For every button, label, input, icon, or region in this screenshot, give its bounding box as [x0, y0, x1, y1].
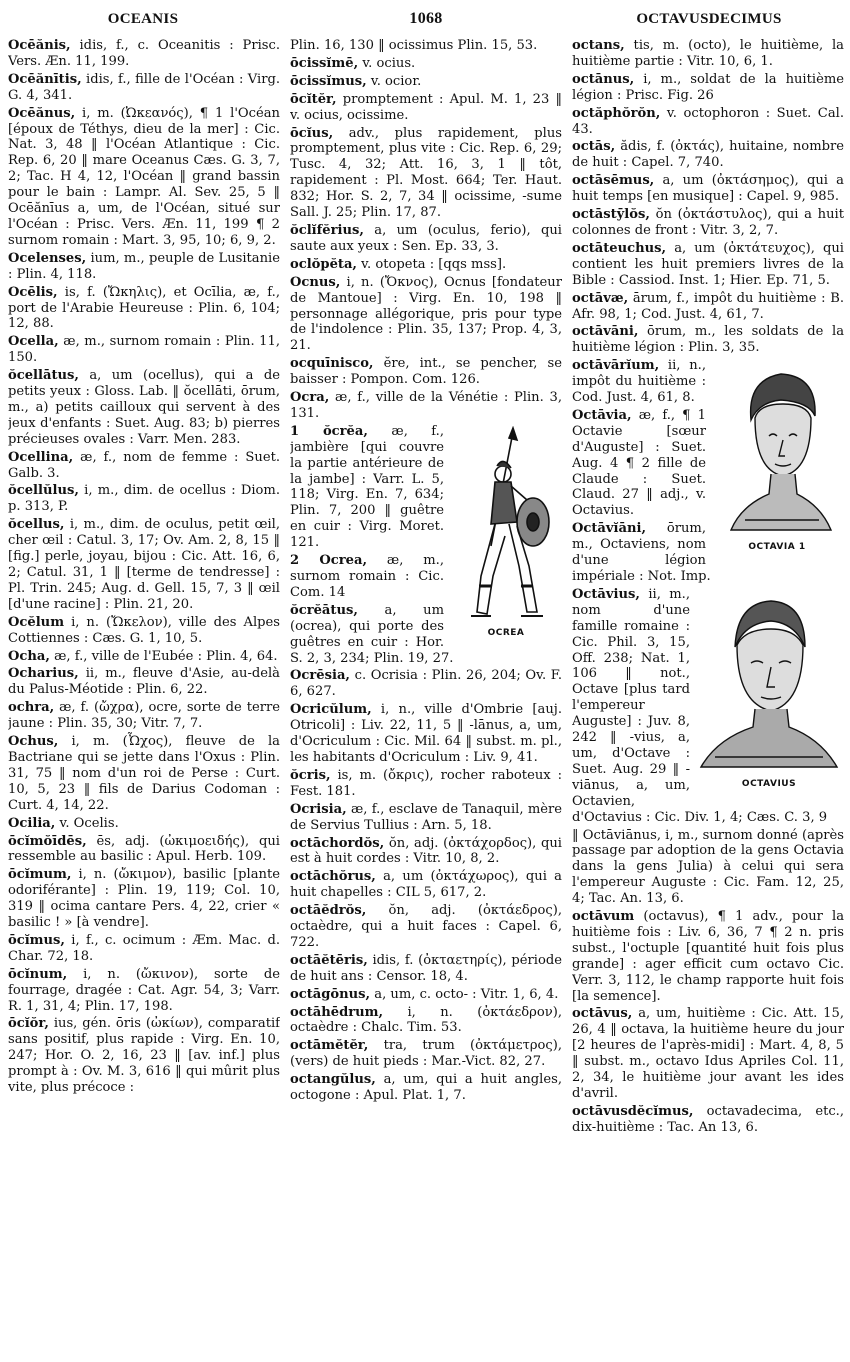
entry-headword: Ocricŭlum,: [290, 702, 372, 718]
entry-definition: is, f. (Ὤκηλις), et Ocīlia, æ, f., port de l'Arabie Heureuse : Plin. 6, 104; 12, 88.: [8, 284, 280, 332]
dictionary-entry: [572, 106, 844, 138]
entry-definition: ŏn, adj. (ὀκτάχορδος), qui est à huit cordes : Vitr. 10, 8, 2.: [290, 835, 562, 867]
entry-headword: octāteuchus,: [572, 240, 667, 256]
dictionary-entry: [8, 816, 280, 832]
dictionary-entry: [8, 615, 280, 647]
dictionary-entry: [8, 483, 280, 515]
figure-ocrea: [450, 426, 562, 642]
entry-definition: v. ocior.: [366, 73, 422, 89]
entry-headword: Ocra,: [290, 390, 330, 406]
entry-definition: æ, f., ville de l'Eubée : Plin. 4, 64.: [49, 648, 278, 664]
entry-headword: Ocellina,: [8, 449, 74, 465]
entry-headword: ōcĭmum,: [8, 867, 72, 883]
entry-headword: ŏclĭfĕrius,: [290, 222, 364, 238]
dictionary-entry: [290, 869, 562, 901]
entry-definition: i, f., c. ocimum : Æm. Mac. d. Char. 72, 18.: [8, 932, 280, 964]
entry-definition: ii, n., impôt du huitième : Cod. Just. 4, 61, 8.: [572, 358, 706, 406]
entry-headword: octāsēmus,: [572, 173, 655, 189]
entry-headword: ōcĭŏr,: [8, 1016, 49, 1032]
entry-definition: ŏn, adj. (ὀκτάεδρος), octaèdre, qui a huit faces : Capel. 6, 722.: [290, 903, 562, 950]
entry-headword: Octāvia,: [572, 407, 632, 423]
entry-headword: octās,: [572, 139, 616, 155]
entry-headword: ocquīnisco,: [290, 356, 374, 372]
dictionary-entry: [8, 649, 280, 665]
page-header: [8, 10, 844, 38]
dictionary-entry: [8, 867, 280, 931]
entry-definition: a, um (oculus, ferio), qui saute aux yeux : Sen. Ep. 33, 3.: [290, 222, 562, 254]
entry-headword: Octāvius,: [572, 586, 640, 602]
figure-caption: OCREA: [487, 627, 525, 638]
entry-headword: Ocēănis,: [8, 38, 71, 53]
dictionary-entry: [572, 72, 844, 104]
dictionary-entry: [8, 1016, 280, 1096]
dictionary-entry: [572, 207, 844, 239]
entry-headword: ochra,: [8, 700, 55, 716]
dictionary-entry: [572, 909, 844, 1004]
dictionary-entry: [290, 257, 562, 273]
dictionary-entry: [8, 666, 280, 698]
dictionary-entry: [572, 173, 844, 205]
entry-headword: 1 ŏcrĕa,: [290, 423, 368, 439]
entry-definition: a, um (ocellus), qui a de petits yeux : Gloss. Lab. ‖ ŏcellāti, ōrum, m., a) petits cailloux qui servent à des jeux d'enfants : Suet. Aug. 83; b) pierres précieuses ovales : Varr. Men. 283.: [8, 368, 280, 447]
entry-headword: octāchŏrus,: [290, 869, 376, 885]
dictionary-entry: [572, 324, 844, 356]
entry-definition: a, um, c. octo- : Vitr. 1, 6, 4.: [370, 986, 559, 1002]
entry-headword: Ocēănus,: [8, 105, 76, 121]
entry-definition: ius, gén. ōris (ὠκίων), comparatif sans positif, plus rapide : Virg. En. 10, 247; Hor. O. 2, 16, 23 ‖ [av. inf.] plus prompt à : Ov. M. 3, 616 ‖ qui mûrit plus vite, plus précoce :: [8, 1016, 280, 1096]
entry-definition: v. ocius.: [358, 55, 416, 71]
figure-caption: OCTAVIUS: [741, 778, 797, 789]
entry-definition: ēs, adj. (ὠκιμοειδής), qui ressemble au basilic : Apul. Herb. 109.: [8, 833, 280, 865]
entry-definition: i, n. (ὤκιμον), basilic [plante odoriférante] : Plin. 19, 119; Col. 10, 319 ‖ ocima cantare Pers. 4, 22, crier « basilic ! » [à vendre].: [8, 867, 280, 931]
dictionary-entry: [290, 275, 562, 355]
entry-headword: octāvāni,: [572, 324, 639, 340]
entry-headword: octāvārĭum,: [572, 358, 660, 374]
dictionary-entry: [572, 241, 844, 289]
dictionary-entry: [8, 251, 280, 283]
entry-definition: ium, m., peuple de Lusitanie : Plin. 4, 118.: [8, 250, 280, 282]
entry-definition: promptement : Apul. M. 1, 23 ‖ v. ocius, ocissime.: [290, 91, 562, 123]
dictionary-entry: [290, 953, 562, 985]
entry-definition: æ, m., surnom romain : Cic. Com. 14: [290, 553, 444, 600]
entry-headword: Ocnus,: [290, 274, 341, 290]
entry-definition: Plin. 16, 130 ‖ ocissimus Plin. 15, 53.: [290, 38, 538, 53]
entry-headword: octāvum: [572, 909, 635, 925]
entry-headword: ōcĭmus,: [8, 932, 65, 948]
entry-headword: octāĕtēris,: [290, 952, 368, 968]
entry-headword: Ocrisia,: [290, 801, 347, 817]
entry-headword: Ocha,: [8, 648, 50, 664]
entry-headword: Ochus,: [8, 734, 59, 750]
dictionary-entry: [8, 517, 280, 612]
entry-definition: i, m., dim. de ocellus : Diom. p. 313, P.: [8, 483, 280, 515]
dictionary-entry: [572, 1104, 844, 1136]
entry-definition: tis, m. (octo), le huitième, la huitième partie : Vitr. 10, 6, 1.: [572, 38, 844, 69]
entry-headword: octāgōnus,: [290, 986, 371, 1002]
dictionary-entry: [8, 285, 280, 333]
entry-definition: v. otopeta : [qqs mss].: [357, 256, 507, 272]
entry-definition: ii, m., fleuve d'Asie, au-delà du Palus-Méotide : Plin. 6, 22.: [8, 666, 280, 698]
entry-definition: a, um, huitième : Cic. Att. 15, 26, 4 ‖ octava, la huitième heure du jour [2 heures de l'après-midi] : Mart. 4, 8, 5 ‖ subst. m., octavo Idus Apriles Col. 11, 2, 34, le huitième jour avant les ides d'avril.: [572, 1006, 844, 1101]
entry-definition: ārum, f., impôt du huitième : B. Afr. 98, 1; Cod. Just. 4, 61, 7.: [572, 290, 844, 322]
entry-headword: ŏcellus,: [8, 517, 65, 533]
entry-headword: octāvæ,: [572, 290, 629, 306]
dictionary-entry: [290, 223, 562, 255]
entry-headword: octangŭlus,: [290, 1072, 376, 1088]
dictionary-entry: [8, 368, 280, 448]
entry-headword: octāĕdrŏs,: [290, 903, 367, 919]
entry-definition: idis, f., c. Oceanitis : Prisc. Vers. Æn. 11, 199.: [8, 38, 280, 69]
dictionary-entry: [290, 1038, 562, 1070]
dictionary-entry: [572, 38, 844, 70]
entry-definition: ‖ Octāviānus, i, m., surnom donné (après passage par adoption de la gens Octavia dans la gens Julia) à celui qui sera l'empereur Auguste : Cic. Fam. 12, 25, 4; Tac. An. 13, 6.: [572, 827, 844, 907]
dictionary-entry: [572, 828, 844, 908]
entry-headword: Ocēănītis,: [8, 71, 82, 87]
entry-definition: ĕre, int., se pencher, se baisser : Pompon. Com. 126.: [290, 356, 562, 388]
entry-definition: i, n. (ὀκτάεδρον), octaèdre : Chalc. Tim. 53.: [290, 1004, 562, 1036]
dictionary-entry: [8, 38, 280, 70]
entry-headword: 2 Ocrea,: [290, 553, 368, 569]
dictionary-entry: [290, 126, 562, 221]
column-right: [572, 38, 844, 1358]
running-head-left: OCEANIS: [107, 11, 179, 27]
running-head-right: OCTAVUSDECIMUS: [636, 11, 782, 27]
dictionary-entry: [8, 450, 280, 482]
entry-headword: octāmĕtĕr,: [290, 1038, 369, 1054]
dictionary-entry: [290, 56, 562, 72]
entry-headword: Ocēlis,: [8, 284, 58, 300]
dictionary-entry: [8, 334, 280, 366]
entry-headword: octans,: [572, 38, 625, 53]
figure-octavius: [694, 589, 844, 793]
entry-definition: æ, m., surnom romain : Plin. 11, 150.: [8, 334, 280, 366]
entry-headword: ŏcellātus,: [8, 368, 79, 384]
entry-definition: i, n. (ὤκινον), sorte de fourrage, dragée : Cat. Agr. 54, 3; Varr. R. 1, 31, 4; Plin. 17, 198.: [8, 966, 280, 1014]
dictionary-entry: [290, 702, 562, 766]
dictionary-entry: [290, 1005, 562, 1037]
entry-definition: octavadecima, etc., dix-huitième : Tac. An 13, 6.: [572, 1103, 844, 1135]
entry-definition: ōrum, m., Octaviens, nom d'une légion impériale : Not. Imp.: [572, 521, 711, 584]
entry-headword: ōcissĭmus,: [290, 73, 367, 89]
entry-headword: octāhēdrum,: [290, 1004, 384, 1020]
entry-definition: i, m., soldat de la huitième légion : Prisc. Fig. 26: [572, 71, 844, 103]
dictionary-entry: [572, 291, 844, 323]
entry-headword: octāvusdĕcĭmus,: [572, 1103, 694, 1119]
dictionary-entry: [8, 967, 280, 1015]
entry-headword: octāstȳlŏs,: [572, 207, 650, 223]
dictionary-entry: [290, 668, 562, 700]
dictionary-entry: [8, 700, 280, 732]
column-left: [8, 38, 280, 1358]
dictionary-entry: [290, 768, 562, 800]
entry-definition: a, um, qui a huit angles, octogone : Apul. Plat. 1, 7.: [290, 1072, 562, 1104]
entry-definition: a, um (ὀκτάχωρος), qui a huit chapelles : CIL 5, 617, 2.: [290, 869, 562, 901]
entry-headword: Octāvĭāni,: [572, 521, 647, 537]
dictionary-entry: [572, 139, 844, 171]
entry-definition: a, um (ὀκτάτευχος), qui contient les huit premiers livres de la Bible : Cassiod. Inst. 1; Hier. Ep. 71, 5.: [572, 240, 844, 288]
entry-headword: ōcĭmŏīdēs,: [8, 833, 87, 849]
entry-definition: c. Ocrisia : Plin. 26, 204; Ov. F. 6, 627.: [290, 668, 562, 700]
entry-definition: æ, f. (ὤχρα), ocre, sorte de terre jaune : Plin. 35, 30; Vitr. 7, 7.: [8, 700, 280, 732]
entry-definition: tra, trum (ὀκτάμετρος), (vers) de huit pieds : Mar.-Vict. 82, 27.: [290, 1038, 562, 1070]
dictionary-entry: [8, 933, 280, 965]
dictionary-entry: [8, 72, 280, 104]
entry-headword: Ocelenses,: [8, 250, 87, 266]
entry-definition: idis, f., fille de l'Océan : Virg. G. 4, 341.: [8, 71, 280, 103]
entry-definition: i, n., ville d'Ombrie [auj. Otricoli] : Liv. 22, 11, 5 ‖ -lānus, a, um, d'Ocriculum : Cic. Mil. 64 ‖ subst. m. pl., les habitants d'Ocriculum : Liv. 9, 41.: [290, 702, 562, 765]
entry-headword: Ocĕlum: [8, 614, 65, 630]
dictionary-entry: [290, 1072, 562, 1104]
entry-headword: ŏcellŭlus,: [8, 483, 79, 499]
dictionary-entry: [290, 92, 562, 124]
dictionary-entry: [8, 834, 280, 866]
entry-headword: octānus,: [572, 71, 635, 87]
octavia-bust-illustration: [711, 360, 843, 540]
dictionary-entry: [290, 38, 562, 54]
entry-definition: i, m. (Ὠκεανός), ¶ 1 l'Océan [époux de Téthys, dieu de la mer] : Cic. Nat. 3, 48 ‖ l'Océan Atlantique : Cic. Rep. 6, 20 ‖ mare Oceanus Cæs. G. 3, 7, 2; Tac. H 4, 12, l'Océan ‖ grand bassin pour le bain : Lampr. Al. Sev. 25, 5 ‖ Ocēănīus a, um, de l'Océan, situé sur l'Océan : Prisc. Vers. Æn. 11, 199 ¶ 2 surnom romain : Mart. 3, 95, 10; 6, 9, 2.: [8, 105, 280, 248]
figure-octavia: [710, 360, 844, 556]
dictionary-entry: [290, 74, 562, 90]
entry-definition: æ, f., ¶ 1 Octavie [sœur d'Auguste] : Suet. Aug. 4 ¶ 2 fille de Claude : Suet. Claud. 27 ‖ adj., v. Octavius.: [572, 407, 706, 519]
entry-headword: Ocella,: [8, 334, 59, 350]
entry-definition: i, n. (Ὤκελον), ville des Alpes Cottiennes : Cæs. G. 1, 10, 5.: [8, 614, 280, 646]
entry-headword: Ocilia,: [8, 815, 56, 831]
entry-headword: Ocharius,: [8, 666, 79, 682]
entry-headword: ŏcris,: [290, 767, 331, 783]
octavius-bust-illustration: [695, 589, 843, 777]
entry-definition: æ, f., ville de la Vénétie : Plin. 3, 131.: [290, 390, 562, 421]
entry-definition: ădis, f. (ὀκτάς), huitaine, nombre de huit : Capel. 7, 740.: [572, 139, 844, 171]
entry-definition: ii, m., nom d'une famille romaine : Cic. Phil. 3, 15, Off. 238; Nat. 1, 106 ‖ not., Octave [plus tard l'empereur Auguste] : Juv. 8, 242 ‖ -vius, a, um, d'Octave : Suet. Aug. 29 ‖ -viānus, a, um, Octavien, d'Octavius : Cic. Div. 1, 4; Cæs. C. 3, 9: [572, 586, 828, 825]
entry-definition: a, um (ocrea), qui porte des guêtres en cuir : Hor. S. 2, 3, 234; Plin. 19, 27.: [290, 602, 454, 666]
entry-headword: ōcissĭmē,: [290, 55, 359, 71]
ocrea-illustration: [451, 426, 561, 626]
entry-definition: idis, f. (ὀκταετηρίς), période de huit ans : Censor. 18, 4.: [290, 952, 562, 984]
text-columns: [8, 38, 844, 1358]
dictionary-entry: [8, 734, 280, 814]
entry-definition: v. octophoron : Suet. Cal. 43.: [572, 105, 844, 137]
dictionary-entry: [290, 356, 562, 388]
entry-headword: Ocrēsia,: [290, 668, 350, 684]
entry-definition: ōrum, m., les soldats de la huitième légion : Plin. 3, 35.: [572, 324, 844, 356]
entry-headword: ŏcrĕātus,: [290, 602, 358, 618]
dictionary-entry: [290, 390, 562, 422]
entry-definition: i, m., dim. de oculus, petit œil, cher œil : Catul. 3, 17; Ov. Am. 2, 8, 15 ‖ [fig.] perle, joyau, bijou : Cic. Att. 16, 6, 2; Catul. 31, 1 ‖ [terme de tendresse] : Pl. Trin. 245; Aug. d. Gell. 15, 7, 3 ‖ œil [d'une racine] : Plin. 21, 20.: [8, 517, 280, 612]
entry-headword: ōcĭnum,: [8, 966, 68, 982]
entry-definition: ŏn (ὀκτάστυλος), qui a huit colonnes de front : Vitr. 3, 2, 7.: [572, 207, 844, 238]
page-number: 1068: [409, 10, 443, 27]
entry-definition: æ, f., esclave de Tanaquil, mère de Servius Tullius : Arn. 5, 18.: [290, 801, 562, 833]
entry-headword: octāchordŏs,: [290, 835, 385, 851]
dictionary-entry: [8, 106, 280, 249]
entry-headword: oclŏpĕta,: [290, 256, 357, 272]
dictionary-entry: [290, 802, 562, 834]
entry-definition: æ, f., jambière [qui couvre la partie antérieure de la jambe] : Varr. L. 5, 118; Virg. En. 7, 634; Plin. 7, 200 ‖ guêtre en cuir : Virg. Moret. 121.: [290, 423, 444, 551]
column-middle: [290, 38, 562, 1358]
entry-definition: (octavus), ¶ 1 adv., pour la huitième fois : Liv. 6, 36, 7 ¶ 2 n. pris subst., l'octuple [quantité huit fois plus grande] : ager efficit cum octavo Cic. Verr. 3, 112, le champ rapporte huit fois [la semence].: [572, 909, 844, 1004]
dictionary-entry: [572, 1006, 844, 1101]
entry-definition: i, m. (Ὦχος), fleuve de la Bactriane qui se jette dans l'Oxus : Plin. 31, 75 ‖ nom d'un roi de Perse : Curt. 10, 5, 23 ‖ fils de Darius Codoman : Curt. 4, 14, 22.: [8, 734, 280, 813]
entry-definition: i, n. (Ὄκνος), Ocnus [fondateur de Mantoue] : Virg. En. 10, 198 ‖ personnage allégorique, pris pour type de l'indolence : Plin. 35, 137; Prop. 4, 3, 21.: [290, 274, 562, 354]
entry-definition: adv., plus rapidement, plus promptement, plus vite : Cic. Rep. 6, 29; Tusc. 4, 32; Att. 16, 3, 1 ‖ tôt, rapidement : Pl. Most. 664; Ter. Haut. 832; Hor. S. 2, 7, 34 ‖ ocissime, -sume Sall. J. 25; Plin. 17, 87.: [290, 125, 562, 221]
dictionary-entry: [290, 987, 562, 1003]
figure-caption: OCTAVIA 1: [748, 542, 806, 553]
entry-headword: octāvus,: [572, 1006, 633, 1022]
entry-definition: a, um (ὀκτάσημος), qui a huit temps [en musique] : Capel. 9, 985.: [572, 173, 844, 205]
entry-definition: is, m. (ὄκρις), rocher raboteux : Fest. 181.: [290, 767, 562, 799]
entry-definition: æ, f., nom de femme : Suet. Galb. 3.: [8, 449, 280, 481]
dictionary-entry: [290, 836, 562, 868]
entry-headword: ōcĭus,: [290, 125, 334, 141]
entry-definition: v. Ocelis.: [55, 815, 119, 831]
dictionary-entry: [290, 903, 562, 951]
entry-headword: octăphŏrŏn,: [572, 105, 661, 121]
entry-headword: ōcĭtĕr,: [290, 91, 337, 107]
